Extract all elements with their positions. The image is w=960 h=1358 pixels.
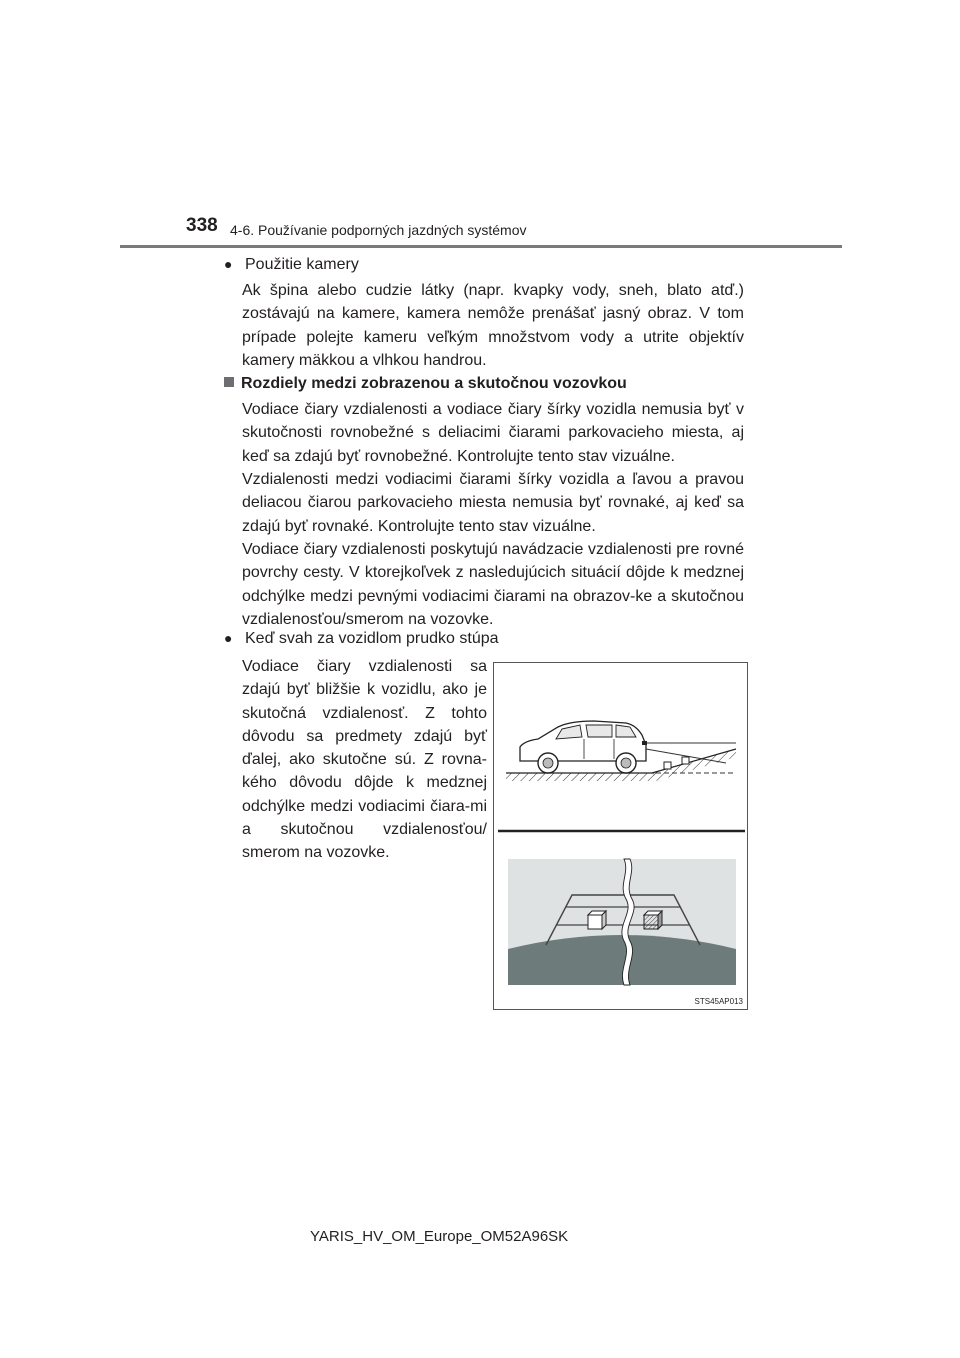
bullet-icon: ● xyxy=(224,256,233,272)
illustration-svg xyxy=(494,663,749,1011)
object-box-plain xyxy=(588,911,606,929)
car-icon xyxy=(520,721,647,773)
footer-doc-id: YARIS_HV_OM_Europe_OM52A96SK xyxy=(310,1228,569,1245)
bullet-heading-camera xyxy=(224,257,359,273)
paragraph-width-lines: Vzdialenosti medzi vodiacimi čiarami šírky vozidla a ľavou a pravou deliacou čiarou parkovacieho miesta nemusia byť rovnaké, aj keď sa zdajú byť rovnaké. Kontrolujte tento stav vizuálne. xyxy=(242,471,744,535)
paragraph-uphill: Vodiace čiary vzdialenosti sa zdajú byť bližšie k vozidlu, ako je skutočná vzdialenosť. Z tohto dôvodu sa predmety zdajú byť ďalej, ako skutočne sú. Z rovna-kého dôvodu dôjde k medznej odchýlke medzi vodiacimi čiara-mi a skutočnou vzdialenosťou/ smerom na vozovke. xyxy=(242,658,487,862)
illustration-uphill-slope xyxy=(493,662,748,1010)
page-number: 338 xyxy=(186,215,218,236)
paragraph-distance-lines: Vodiace čiary vzdialenosti poskytujú navádzacie vzdialenosti pre rovné povrchy cesty. V ktorejkoľvek z nasledujúcich situácií dôjde k medznej odchýlke medzi pevnými vodiacimi čiarami na obrazov-ke a skutočnou vzdialenosťou/smerom na vozovke. xyxy=(242,541,744,628)
section-title: 4-6. Používanie podporných jazdných systémov xyxy=(230,222,527,238)
object-box-hatched xyxy=(644,911,662,929)
bullet-heading-text: Keď svah za vozidlom prudko stúpa xyxy=(245,630,499,647)
bullet-heading-text: Použitie kamery xyxy=(245,256,359,273)
figure-code: STS45AP013 xyxy=(694,997,743,1006)
ground-hatch xyxy=(506,773,656,781)
section-heading-text: Rozdiely medzi zobrazenou a skutočnou vozovkou xyxy=(241,375,627,392)
paragraph-parallel-lines: Vodiace čiary vzdialenosti a vodiace čiary šírky vozidla nemusia byť v skutočnosti rovnobežné s deliacimi čiarami parkovacieho miesta, aj keď sa zdajú byť rovnobežné. Kontrolujte tento stav vizuálne. xyxy=(242,401,744,465)
object-box-near xyxy=(664,762,671,769)
bullet-heading-uphill xyxy=(224,631,499,647)
section-heading-differences xyxy=(224,376,627,392)
object-box-far xyxy=(682,757,689,764)
square-bullet-icon xyxy=(224,377,234,387)
bullet-icon: ● xyxy=(224,630,233,646)
camera-screen xyxy=(508,859,736,985)
header-divider xyxy=(120,245,842,248)
paragraph-camera-cleaning: Ak špina alebo cudzie látky (napr. kvapky vody, sneh, blato atď.) zostávajú na kamere, kamera nemôže prenášať jasný obraz. V tom prípade polejte kameru veľkým množstvom vody a utrite objektív kamery mäkkou a vlhkou handrou. xyxy=(242,282,744,369)
